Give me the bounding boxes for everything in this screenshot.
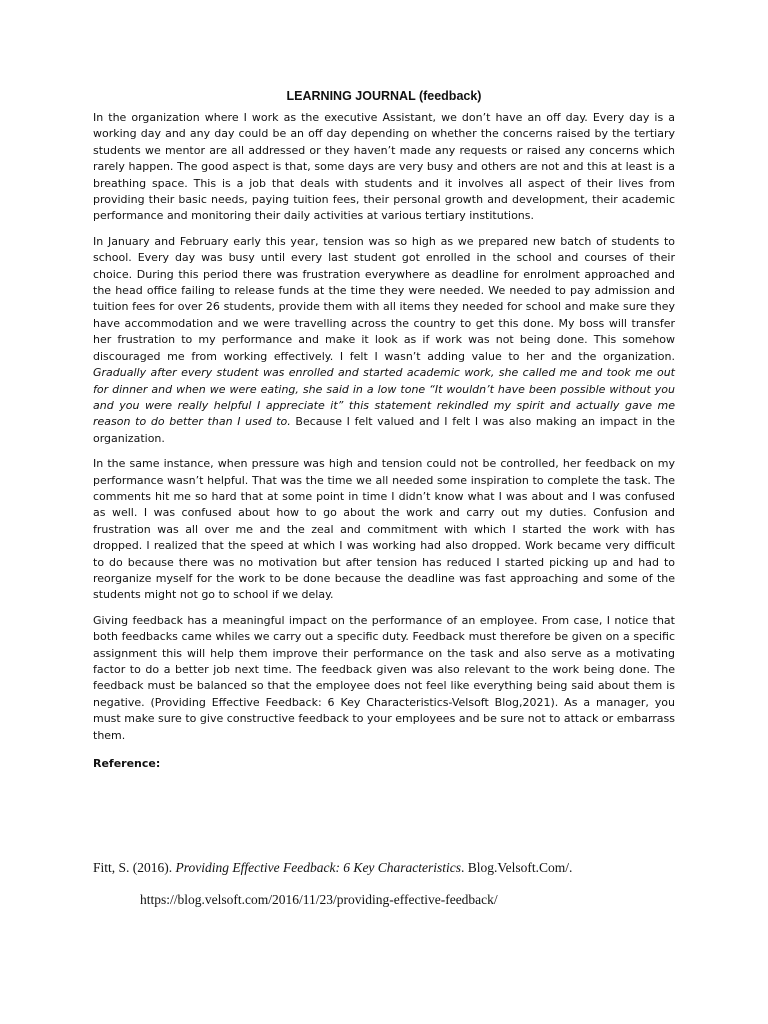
reference-heading: Reference: — [93, 757, 161, 771]
paragraph-2-closing: Because I felt valued and I felt I was also making an impact in the organization. — [93, 415, 675, 445]
paragraph-3: In the same instance, when pressure was high and tension could not be controlled, her feedback on my performance wasn’t helpful. That was the time we all needed some inspiration to complete the task. The comments hit me so hard that at some point in time I didn’t know what I was about and I was confused as well. I was confused about how to go about the work and carry out my duties. Confusion and frustration was all over me and the zeal and commitment with which I started the work with has dropped. I realized that the speed at which I was working had also dropped. Work became very difficult to do because there was no motivation but after tension has reduced I started picking up and had to reorganize myself for the work to be done because the deadline was fast approaching and some of the students might not go to school if we delay. — [93, 457, 675, 602]
citation-title: Providing Effective Feedback: 6 Key Characteristics — [175, 860, 462, 875]
reference-citation — [93, 859, 693, 877]
document-title: LEARNING JOURNAL (feedback) — [286, 89, 482, 103]
citation-author-year: Fitt, S. (2016). — [93, 860, 176, 875]
paragraph-2-italic-quote: Gradually after every student was enrolled and started academic work, she called me and took me out for dinner and when we were eating, she said in a low tone “It wouldn’t have been possible without you and you were really helpful I appreciate it” this statement rekindled my spirit and actually gave me reason to do better than I used to. — [93, 366, 675, 429]
paragraph-1: In the organization where I work as the executive Assistant, we don’t have an off day. Every day is a working day and any day could be an off day depending on whether the concerns raised by the tertiary students we mentor are all addressed or they haven’t made any requests or raised any concerns which rarely happen. The good aspect is that, some days are very busy and others are not and this at least is a breathing space. This is a job that deals with students and it involves all aspect of their lives from providing their basic needs, paying tuition fees, their personal growth and development, their academic performance and monitoring their daily activities at various tertiary institutions. — [93, 111, 675, 223]
document-body — [93, 110, 675, 781]
paragraph-2-text: In January and February early this year, tension was so high as we prepared new batch of students to school. Every day was busy until every last student got enrolled in the school and courses of their choice. During this period there was frustration everywhere as deadline for enrolment approached and the head office failing to release funds at the time they were needed. We needed to pay admission and tuition fees for over 26 students, provide them with all items they needed for school and make sure they have accommodation and we were travelling across the country to get this done. My boss will transfer her frustration to my performance and make it look as if work was not being done. This somehow discouraged me from working effectively. I felt I wasn’t adding value to her and the organization. — [93, 234, 675, 363]
reference-url: https://blog.velsoft.com/2016/11/23/providing-effective-feedback/ — [140, 892, 498, 907]
paragraph-2 — [93, 234, 675, 447]
paragraph-4: Giving feedback has a meaningful impact on the performance of an employee. From case, I notice that both feedbacks came whiles we carry out a specific duty. Feedback must therefore be given on a specific assignment this will help them improve their performance on the task and also serve as a motivating factor to do a better job next time. The feedback given was also relevant to the work being done. The feedback must be balanced so that the employee does not feel like everything being said about them is negative. (Providing Effective Feedback: 6 Key Characteristics-Velsoft Blog,2021). As a manager, you must make sure to give constructive feedback to your employees and be sure not to attack or embarrass them. — [93, 613, 675, 742]
citation-source: . Blog.Velsoft.Com/. — [461, 860, 573, 875]
